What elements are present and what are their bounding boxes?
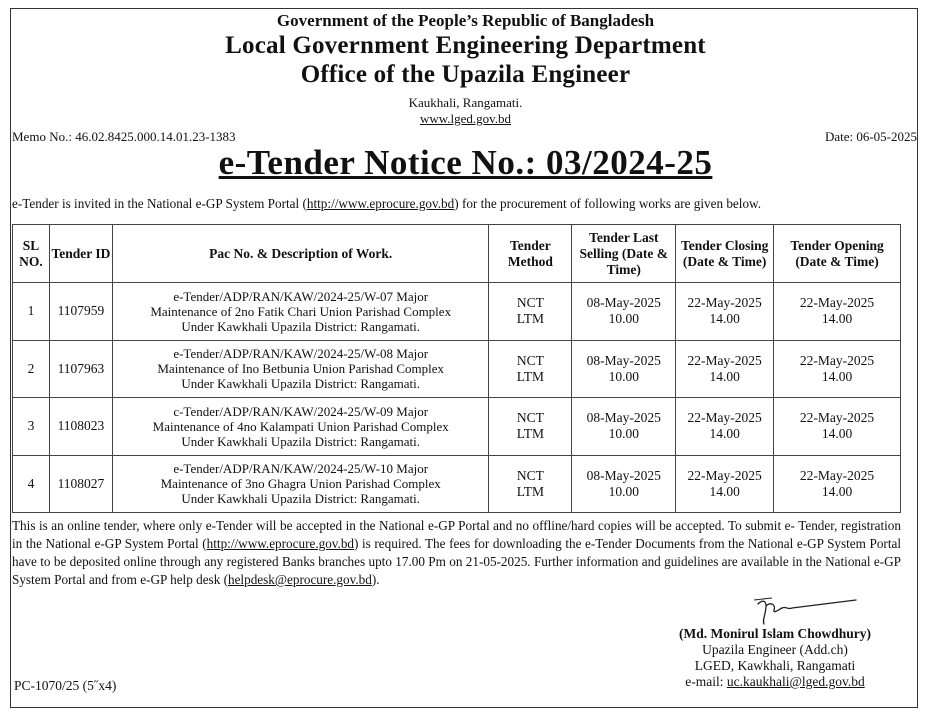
closing-date: 22-May-2025 xyxy=(687,352,762,368)
instructions-text: ) is required. The fees for downloading the e-Tender Documents from the National e-GP System Portal have to be deposited online through any registered Banks branches upto 17.00 Pm on 21-05-2025. Further information and guidelines are available in the National e-GP System Portal and from e-GP help desk ( xyxy=(12,536,901,587)
cell-closing xyxy=(676,398,774,456)
cell-tender-id: 1107959 xyxy=(49,283,112,341)
opening-date: 22-May-2025 xyxy=(799,467,875,483)
method-line: LTM xyxy=(516,483,545,499)
last-selling-date: 08-May-2025 xyxy=(586,352,661,368)
cell-sl: 2 xyxy=(13,340,50,398)
method-line: NCT xyxy=(516,410,544,426)
signatory-email-link[interactable]: uc.kaukhali@lged.gov.bd xyxy=(726,674,865,689)
instructions-paragraph xyxy=(12,517,901,589)
last-selling-date: 08-May-2025 xyxy=(586,410,661,426)
table-row xyxy=(13,455,901,513)
signatory-name: (Md. Monirul Islam Chowdhury) xyxy=(678,626,872,641)
cell-closing xyxy=(676,340,774,398)
instructions-text: ). xyxy=(371,572,380,587)
cell-sl: 3 xyxy=(13,398,50,456)
eprocure-link[interactable]: http://www.eprocure.gov.bd xyxy=(306,196,455,211)
cell-sl: 1 xyxy=(13,283,50,341)
opening-date: 22-May-2025 xyxy=(799,295,875,311)
cell-last-selling xyxy=(572,340,676,398)
last-selling-time: 10.00 xyxy=(608,311,639,327)
closing-date: 22-May-2025 xyxy=(687,467,762,483)
description-line: Maintenance of 3no Ghagra Union Parishad Complex xyxy=(160,476,441,492)
description-line: e-Tender/ADP/RAN/KAW/2024-25/W-08 Major xyxy=(173,346,429,362)
opening-date: 22-May-2025 xyxy=(799,410,875,426)
memo-number: Memo No.: 46.02.8425.000.14.01.23-1383 xyxy=(12,129,236,144)
signatory-office: LGED, Kawkhali, Rangamati xyxy=(694,658,856,673)
cell-opening xyxy=(774,455,901,513)
description-line: Under Kawkhali Upazila District: Rangamati. xyxy=(181,318,420,334)
cell-description xyxy=(112,340,489,398)
cell-method xyxy=(489,455,572,513)
opening-time: 14.00 xyxy=(821,426,853,442)
description-line: Under Kawkhali Upazila District: Rangamati. xyxy=(181,433,420,449)
opening-time: 14.00 xyxy=(821,368,853,384)
header-opening: Tender Opening (Date & Time) xyxy=(774,225,901,283)
cell-opening xyxy=(774,398,901,456)
last-selling-date: 08-May-2025 xyxy=(586,467,661,483)
cell-description xyxy=(112,283,489,341)
cell-opening xyxy=(774,340,901,398)
office-heading: Office of the Upazila Engineer xyxy=(300,61,631,88)
header-sl: SL NO. xyxy=(13,225,50,283)
cell-description xyxy=(112,398,489,456)
invitation-text-start: e-Tender is invited in the National e-GP System Portal ( xyxy=(12,196,307,211)
cell-method xyxy=(489,398,572,456)
description-line: Maintenance of 2no Fatik Chari Union Parishad Complex xyxy=(150,303,452,319)
helpdesk-email-link[interactable]: helpdesk@eprocure.gov.bd xyxy=(227,572,372,587)
last-selling-time: 10.00 xyxy=(608,483,639,499)
signature-image xyxy=(752,594,862,628)
table-row xyxy=(13,283,901,341)
last-selling-time: 10.00 xyxy=(608,426,639,442)
department-heading: Local Government Engineering Department xyxy=(225,32,706,59)
cell-closing xyxy=(676,283,774,341)
header-tender-id: Tender ID xyxy=(49,225,112,283)
signatory-email-line xyxy=(640,674,910,690)
notice-date: Date: 06-05-2025 xyxy=(824,129,917,144)
cell-description xyxy=(112,455,489,513)
invitation-text xyxy=(12,196,917,212)
cell-last-selling xyxy=(572,455,676,513)
method-line: NCT xyxy=(516,295,544,311)
cell-closing xyxy=(676,455,774,513)
closing-date: 22-May-2025 xyxy=(687,410,762,426)
signatory-block xyxy=(640,626,910,690)
opening-date: 22-May-2025 xyxy=(799,352,875,368)
opening-time: 14.00 xyxy=(821,483,853,499)
cell-last-selling xyxy=(572,283,676,341)
cell-opening xyxy=(774,283,901,341)
description-line: Maintenance of Ino Betbunia Union Parishad Complex xyxy=(157,361,445,377)
eprocure-link-footer[interactable]: http://www.eprocure.gov.bd xyxy=(206,536,355,551)
closing-time: 14.00 xyxy=(709,368,740,384)
office-address: Kaukhali, Rangamati. xyxy=(408,95,523,110)
cell-tender-id: 1108027 xyxy=(49,455,112,513)
method-line: LTM xyxy=(516,311,545,327)
header-closing: Tender Closing (Date & Time) xyxy=(676,225,774,283)
last-selling-time: 10.00 xyxy=(608,368,639,384)
website-link[interactable]: www.lged.gov.bd xyxy=(419,111,512,126)
header-method: Tender Method xyxy=(489,225,572,283)
description-line: c-Tender/ADP/RAN/KAW/2024-25/W-09 Major xyxy=(173,403,429,419)
cell-method xyxy=(489,340,572,398)
closing-date: 22-May-2025 xyxy=(687,295,762,311)
tender-table xyxy=(12,224,901,513)
description-line: Maintenance of 4no Kalampati Union Parishad Complex xyxy=(152,418,449,434)
government-heading: Government of the People’s Republic of Bangladesh xyxy=(276,11,655,30)
signatory-title: Upazila Engineer (Add.ch) xyxy=(702,642,848,657)
instructions-text: This is an online tender, where only e-Tender will be accepted in the National e-GP Portal and no offline/hard copies will be accepted. To submit e- Tender, registration in the National e-GP System Portal ( xyxy=(12,518,901,551)
pc-code: PC-1070/25 (5˝x4) xyxy=(14,678,117,693)
table-row xyxy=(13,340,901,398)
method-line: LTM xyxy=(516,426,545,442)
closing-time: 14.00 xyxy=(709,311,740,327)
description-line: e-Tender/ADP/RAN/KAW/2024-25/W-10 Major xyxy=(173,461,429,477)
opening-time: 14.00 xyxy=(821,311,853,327)
cell-method xyxy=(489,283,572,341)
closing-time: 14.00 xyxy=(709,426,740,442)
email-label: e-mail: xyxy=(685,674,727,689)
table-row xyxy=(13,398,901,456)
last-selling-date: 08-May-2025 xyxy=(586,295,661,311)
method-line: NCT xyxy=(516,467,544,483)
method-line: NCT xyxy=(516,352,544,368)
description-line: e-Tender/ADP/RAN/KAW/2024-25/W-07 Major xyxy=(173,288,429,304)
method-line: LTM xyxy=(516,368,545,384)
description-line: Under Kawkhali Upazila District: Rangamati. xyxy=(181,376,420,392)
table-header-row xyxy=(13,225,901,283)
closing-time: 14.00 xyxy=(709,483,740,499)
cell-last-selling xyxy=(572,398,676,456)
description-line: Under Kawkhali Upazila District: Rangamati. xyxy=(181,491,420,507)
cell-sl: 4 xyxy=(13,455,50,513)
cell-tender-id: 1108023 xyxy=(49,398,112,456)
notice-title: e-Tender Notice No.: 03/2024-25 xyxy=(218,143,713,182)
website-line xyxy=(0,111,931,127)
header-description: Pac No. & Description of Work. xyxy=(112,225,489,283)
cell-tender-id: 1107963 xyxy=(49,340,112,398)
header-last-selling: Tender Last Selling (Date & Time) xyxy=(572,225,676,283)
invitation-text-end: ) for the procurement of following works are given below. xyxy=(454,196,762,211)
